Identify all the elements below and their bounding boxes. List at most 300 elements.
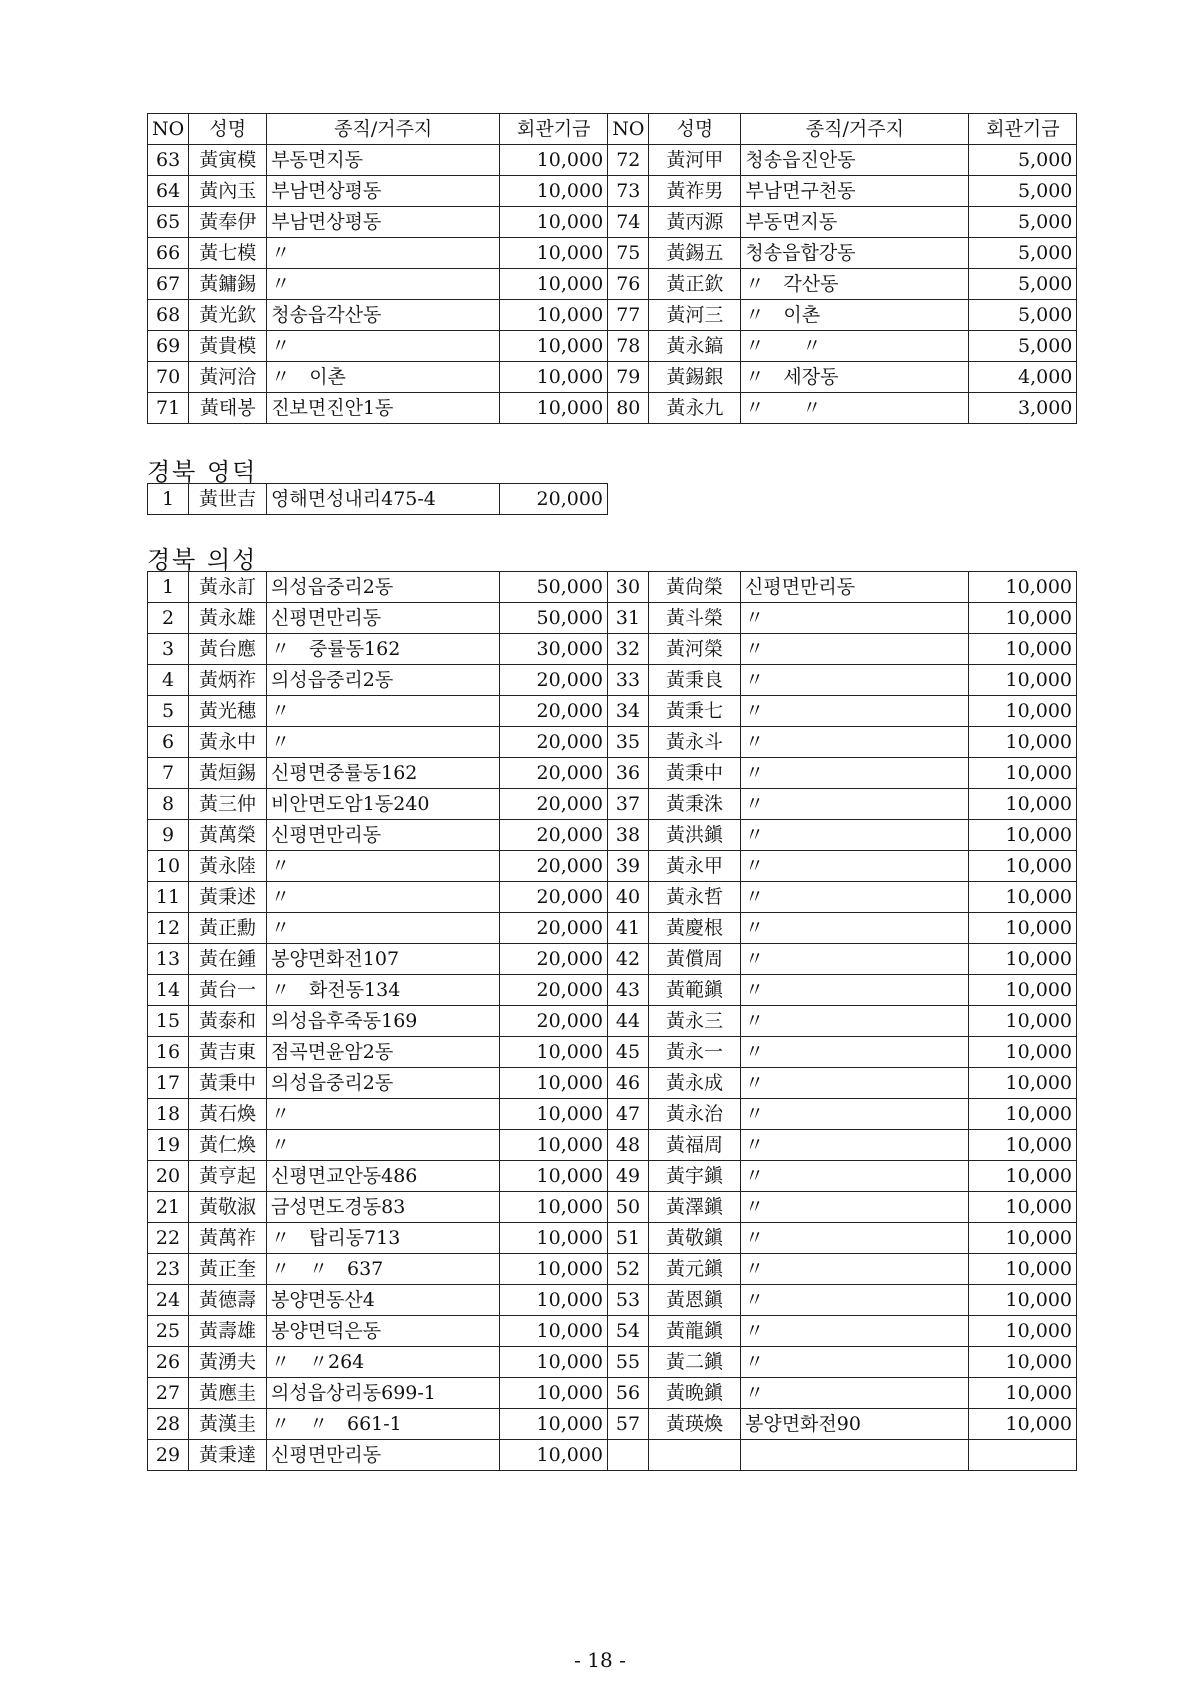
name-cell: 黃斗榮 <box>649 603 741 634</box>
no-cell: 23 <box>148 1254 189 1285</box>
address-cell: 의성읍중리2동 <box>267 665 500 696</box>
address-cell: 신평면만리동 <box>267 820 500 851</box>
name-cell: 黃萬榮 <box>189 820 267 851</box>
fund-cell: 10,000 <box>969 944 1077 975</box>
fund-cell: 10,000 <box>969 1037 1077 1068</box>
fund-cell: 20,000 <box>500 1006 608 1037</box>
fund-cell: 20,000 <box>500 727 608 758</box>
name-cell: 黃永三 <box>649 1006 741 1037</box>
no-cell: 8 <box>148 789 189 820</box>
fund-cell: 10,000 <box>500 1378 608 1409</box>
table-row <box>148 1223 1077 1254</box>
no-cell: 72 <box>608 145 649 176</box>
address-cell: 〃 <box>741 882 969 913</box>
address-cell: 〃 <box>741 1285 969 1316</box>
no-cell: 75 <box>608 238 649 269</box>
no-cell: 18 <box>148 1099 189 1130</box>
address-cell: 부남면상평동 <box>267 176 500 207</box>
name-cell: 黃湧夫 <box>189 1347 267 1378</box>
address-cell: 〃 <box>741 634 969 665</box>
no-cell: 51 <box>608 1223 649 1254</box>
table-row <box>148 603 1077 634</box>
no-cell: 35 <box>608 727 649 758</box>
fund-cell: 10,000 <box>969 1130 1077 1161</box>
name-cell: 黃泰和 <box>189 1006 267 1037</box>
address-cell: 〃 <box>741 975 969 1006</box>
name-cell: 黃宇鎭 <box>649 1161 741 1192</box>
fund-cell: 10,000 <box>500 1440 608 1471</box>
table-row <box>148 176 1077 207</box>
name-cell: 黃應圭 <box>189 1378 267 1409</box>
address-cell: 〃 이촌 <box>267 362 500 393</box>
address-cell: 〃 〃 <box>741 331 969 362</box>
address-cell: 의성읍중리2동 <box>267 572 500 603</box>
no-cell: 39 <box>608 851 649 882</box>
address-cell: 〃 <box>267 1130 500 1161</box>
no-cell: 69 <box>148 331 189 362</box>
fund-cell: 20,000 <box>500 758 608 789</box>
table-row <box>148 820 1077 851</box>
table-row <box>148 882 1077 913</box>
fund-cell: 10,000 <box>969 1161 1077 1192</box>
address-cell: 〃 이촌 <box>741 300 969 331</box>
no-cell: 22 <box>148 1223 189 1254</box>
fund-cell: 50,000 <box>500 603 608 634</box>
name-cell: 黃光穗 <box>189 696 267 727</box>
no-cell: 52 <box>608 1254 649 1285</box>
table-row <box>148 145 1077 176</box>
name-cell: 黃正奎 <box>189 1254 267 1285</box>
name-cell: 黃河洽 <box>189 362 267 393</box>
no-cell: 17 <box>148 1068 189 1099</box>
table-row <box>148 1130 1077 1161</box>
no-cell: 7 <box>148 758 189 789</box>
fund-cell: 20,000 <box>500 820 608 851</box>
name-cell: 黃奉伊 <box>189 207 267 238</box>
no-cell: 25 <box>148 1316 189 1347</box>
no-cell: 24 <box>148 1285 189 1316</box>
column-header: 회관기금 <box>500 114 608 145</box>
name-cell: 黃河三 <box>649 300 741 331</box>
address-cell: 점곡면윤암2동 <box>267 1037 500 1068</box>
column-header: NO <box>608 114 649 145</box>
no-cell: 27 <box>148 1378 189 1409</box>
table-row <box>148 1347 1077 1378</box>
address-cell: 〃 <box>741 665 969 696</box>
address-cell: 금성면도경동83 <box>267 1192 500 1223</box>
no-cell: 80 <box>608 393 649 424</box>
fund-cell: 10,000 <box>969 1254 1077 1285</box>
address-cell: 신평면만리동 <box>741 572 969 603</box>
address-cell: 〃 <box>741 1006 969 1037</box>
no-cell: 48 <box>608 1130 649 1161</box>
address-cell: 〃 <box>741 820 969 851</box>
table-row <box>148 696 1077 727</box>
donor-table-1 <box>147 113 1077 424</box>
fund-cell: 4,000 <box>969 362 1077 393</box>
table-row <box>148 1037 1077 1068</box>
no-cell: 37 <box>608 789 649 820</box>
name-cell: 黃永治 <box>649 1099 741 1130</box>
address-cell: 〃 <box>267 269 500 300</box>
column-header: 성명 <box>649 114 741 145</box>
name-cell: 黃秉中 <box>649 758 741 789</box>
name-cell: 黃福周 <box>649 1130 741 1161</box>
fund-cell: 20,000 <box>500 484 608 515</box>
fund-cell: 20,000 <box>500 882 608 913</box>
table-row <box>148 727 1077 758</box>
fund-cell: 50,000 <box>500 572 608 603</box>
column-header: NO <box>148 114 189 145</box>
name-cell: 黃在鍾 <box>189 944 267 975</box>
table-row <box>148 207 1077 238</box>
table-row <box>148 1409 1077 1440</box>
address-cell: 신평면중률동162 <box>267 758 500 789</box>
address-cell: 〃 각산동 <box>741 269 969 300</box>
section-title-yeongdeok: 경북 영덕 <box>147 458 258 486</box>
name-cell: 黃祚男 <box>649 176 741 207</box>
fund-cell: 5,000 <box>969 331 1077 362</box>
no-cell: 20 <box>148 1161 189 1192</box>
address-cell: 〃 <box>741 758 969 789</box>
no-cell <box>608 1440 649 1471</box>
fund-cell <box>969 1440 1077 1471</box>
address-cell: 봉양면동산4 <box>267 1285 500 1316</box>
name-cell: 黃龍鎭 <box>649 1316 741 1347</box>
no-cell: 12 <box>148 913 189 944</box>
table-row <box>148 1285 1077 1316</box>
fund-cell: 5,000 <box>969 269 1077 300</box>
no-cell: 64 <box>148 176 189 207</box>
name-cell: 黃台一 <box>189 975 267 1006</box>
table-row <box>148 975 1077 1006</box>
name-cell: 黃洪鎭 <box>649 820 741 851</box>
address-cell: 〃 <box>741 1223 969 1254</box>
no-cell: 65 <box>148 207 189 238</box>
no-cell: 32 <box>608 634 649 665</box>
name-cell: 黃秉中 <box>189 1068 267 1099</box>
no-cell: 66 <box>148 238 189 269</box>
table-row <box>148 393 1077 424</box>
name-cell: 黃永雄 <box>189 603 267 634</box>
fund-cell: 5,000 <box>969 145 1077 176</box>
fund-cell: 10,000 <box>969 1409 1077 1440</box>
fund-cell: 10,000 <box>969 1378 1077 1409</box>
address-cell: 신평면만리동 <box>267 603 500 634</box>
fund-cell: 5,000 <box>969 238 1077 269</box>
no-cell: 2 <box>148 603 189 634</box>
fund-cell: 10,000 <box>969 1099 1077 1130</box>
fund-cell: 10,000 <box>969 975 1077 1006</box>
name-cell: 黃丙源 <box>649 207 741 238</box>
table-row <box>148 1006 1077 1037</box>
name-cell: 黃七模 <box>189 238 267 269</box>
no-cell: 57 <box>608 1409 649 1440</box>
fund-cell: 5,000 <box>969 207 1077 238</box>
fund-cell: 10,000 <box>500 331 608 362</box>
no-cell: 31 <box>608 603 649 634</box>
table-row <box>148 300 1077 331</box>
table-row <box>148 789 1077 820</box>
no-cell: 46 <box>608 1068 649 1099</box>
no-cell: 16 <box>148 1037 189 1068</box>
address-cell: 〃 〃264 <box>267 1347 500 1378</box>
fund-cell: 10,000 <box>500 1223 608 1254</box>
table-row <box>148 1440 1077 1471</box>
no-cell: 4 <box>148 665 189 696</box>
no-cell: 36 <box>608 758 649 789</box>
fund-cell: 10,000 <box>969 851 1077 882</box>
fund-cell: 20,000 <box>500 944 608 975</box>
name-cell: 黃仁煥 <box>189 1130 267 1161</box>
no-cell: 54 <box>608 1316 649 1347</box>
name-cell: 黃貴模 <box>189 331 267 362</box>
name-cell: 黃河榮 <box>649 634 741 665</box>
name-cell: 黃萬祚 <box>189 1223 267 1254</box>
name-cell: 黃寅模 <box>189 145 267 176</box>
no-cell: 71 <box>148 393 189 424</box>
address-cell: 〃 <box>267 331 500 362</box>
address-cell: 〃 <box>741 1316 969 1347</box>
name-cell: 黃石煥 <box>189 1099 267 1130</box>
fund-cell: 10,000 <box>500 1192 608 1223</box>
name-cell: 黃炳祚 <box>189 665 267 696</box>
table-row <box>148 1316 1077 1347</box>
name-cell: 黃鏞錫 <box>189 269 267 300</box>
no-cell: 45 <box>608 1037 649 1068</box>
fund-cell: 10,000 <box>969 727 1077 758</box>
name-cell: 黃태봉 <box>189 393 267 424</box>
name-cell: 黃河甲 <box>649 145 741 176</box>
no-cell: 53 <box>608 1285 649 1316</box>
fund-cell: 10,000 <box>500 300 608 331</box>
name-cell: 黃永甲 <box>649 851 741 882</box>
address-cell: 〃 화전동134 <box>267 975 500 1006</box>
name-cell: 黃敬淑 <box>189 1192 267 1223</box>
address-cell: 〃 <box>267 727 500 758</box>
fund-cell: 5,000 <box>969 300 1077 331</box>
no-cell: 47 <box>608 1099 649 1130</box>
table-row <box>148 362 1077 393</box>
address-cell: 〃 <box>741 1192 969 1223</box>
address-cell: 부남면상평동 <box>267 207 500 238</box>
address-cell <box>741 1440 969 1471</box>
name-cell: 黃德壽 <box>189 1285 267 1316</box>
fund-cell: 10,000 <box>500 1099 608 1130</box>
fund-cell: 3,000 <box>969 393 1077 424</box>
column-header: 회관기금 <box>969 114 1077 145</box>
name-cell: 黃秉述 <box>189 882 267 913</box>
no-cell: 63 <box>148 145 189 176</box>
no-cell: 40 <box>608 882 649 913</box>
donor-table-3 <box>147 571 1077 1471</box>
address-cell: 〃 <box>741 1378 969 1409</box>
address-cell: 영해면성내리475-4 <box>267 484 500 515</box>
name-cell: 黃瑛煥 <box>649 1409 741 1440</box>
no-cell: 29 <box>148 1440 189 1471</box>
name-cell: 黃永一 <box>649 1037 741 1068</box>
no-cell: 78 <box>608 331 649 362</box>
fund-cell: 10,000 <box>969 634 1077 665</box>
name-cell: 黃永成 <box>649 1068 741 1099</box>
name-cell: 黃永陸 <box>189 851 267 882</box>
fund-cell: 10,000 <box>969 882 1077 913</box>
address-cell: 부남면구천동 <box>741 176 969 207</box>
table-row <box>148 238 1077 269</box>
fund-cell: 10,000 <box>969 1223 1077 1254</box>
fund-cell: 10,000 <box>500 238 608 269</box>
column-header: 종직/거주지 <box>267 114 500 145</box>
no-cell: 33 <box>608 665 649 696</box>
no-cell: 77 <box>608 300 649 331</box>
fund-cell: 10,000 <box>969 789 1077 820</box>
no-cell: 21 <box>148 1192 189 1223</box>
address-cell: 〃 <box>741 1347 969 1378</box>
no-cell: 11 <box>148 882 189 913</box>
fund-cell: 10,000 <box>500 1285 608 1316</box>
address-cell: 〃 중률동162 <box>267 634 500 665</box>
address-cell: 〃 <box>741 851 969 882</box>
name-cell: 黃吉東 <box>189 1037 267 1068</box>
fund-cell: 10,000 <box>500 362 608 393</box>
address-cell: 청송읍각산동 <box>267 300 500 331</box>
name-cell: 黃敬鎭 <box>649 1223 741 1254</box>
address-cell: 〃 <box>741 789 969 820</box>
fund-cell: 20,000 <box>500 913 608 944</box>
address-cell: 의성읍상리동699-1 <box>267 1378 500 1409</box>
address-cell: 〃 세장동 <box>741 362 969 393</box>
address-cell: 청송읍합강동 <box>741 238 969 269</box>
address-cell: 〃 <box>267 696 500 727</box>
column-header: 성명 <box>189 114 267 145</box>
table-row <box>148 665 1077 696</box>
no-cell: 56 <box>608 1378 649 1409</box>
table-row <box>148 1254 1077 1285</box>
name-cell: 黃三仲 <box>189 789 267 820</box>
address-cell: 〃 <box>741 1130 969 1161</box>
fund-cell: 10,000 <box>500 1037 608 1068</box>
address-cell: 〃 <box>267 1099 500 1130</box>
fund-cell: 10,000 <box>500 1068 608 1099</box>
name-cell: 黃永訂 <box>189 572 267 603</box>
address-cell: 〃 <box>741 1099 969 1130</box>
no-cell: 3 <box>148 634 189 665</box>
table-row <box>148 1099 1077 1130</box>
address-cell: 〃 〃 661-1 <box>267 1409 500 1440</box>
fund-cell: 20,000 <box>500 975 608 1006</box>
name-cell: 黃秉七 <box>649 696 741 727</box>
address-cell: 〃 〃 637 <box>267 1254 500 1285</box>
no-cell: 15 <box>148 1006 189 1037</box>
fund-cell: 10,000 <box>500 269 608 300</box>
name-cell: 黃恩鎭 <box>649 1285 741 1316</box>
page-number: - 18 - <box>574 1648 626 1672</box>
address-cell: 부동면지동 <box>741 207 969 238</box>
no-cell: 10 <box>148 851 189 882</box>
table-row <box>148 851 1077 882</box>
fund-cell: 10,000 <box>500 393 608 424</box>
no-cell: 38 <box>608 820 649 851</box>
fund-cell: 10,000 <box>500 1409 608 1440</box>
address-cell: 비안면도암1동240 <box>267 789 500 820</box>
fund-cell: 10,000 <box>500 145 608 176</box>
no-cell: 73 <box>608 176 649 207</box>
table-row <box>148 1161 1077 1192</box>
name-cell: 黃光欽 <box>189 300 267 331</box>
name-cell: 黃晩鎭 <box>649 1378 741 1409</box>
address-cell: 〃 <box>267 882 500 913</box>
no-cell: 43 <box>608 975 649 1006</box>
table-row <box>148 484 608 515</box>
no-cell: 44 <box>608 1006 649 1037</box>
address-cell: 〃 탑리동713 <box>267 1223 500 1254</box>
address-cell: 〃 <box>741 603 969 634</box>
table-row <box>148 1068 1077 1099</box>
address-cell: 부동면지동 <box>267 145 500 176</box>
address-cell: 신평면만리동 <box>267 1440 500 1471</box>
name-cell: 黃永哲 <box>649 882 741 913</box>
name-cell: 黃秉洙 <box>649 789 741 820</box>
no-cell: 19 <box>148 1130 189 1161</box>
table-row <box>148 269 1077 300</box>
no-cell: 9 <box>148 820 189 851</box>
fund-cell: 10,000 <box>500 176 608 207</box>
name-cell: 黃慶根 <box>649 913 741 944</box>
no-cell: 55 <box>608 1347 649 1378</box>
no-cell: 30 <box>608 572 649 603</box>
table-row <box>148 331 1077 362</box>
no-cell: 34 <box>608 696 649 727</box>
address-cell: 〃 <box>267 851 500 882</box>
table-row <box>148 634 1077 665</box>
no-cell: 70 <box>148 362 189 393</box>
no-cell: 13 <box>148 944 189 975</box>
address-cell: 봉양면덕은동 <box>267 1316 500 1347</box>
name-cell: 黃漢圭 <box>189 1409 267 1440</box>
no-cell: 50 <box>608 1192 649 1223</box>
name-cell: 黃內玉 <box>189 176 267 207</box>
name-cell: 黃永鎬 <box>649 331 741 362</box>
fund-cell: 10,000 <box>500 1254 608 1285</box>
name-cell: 黃世吉 <box>189 484 267 515</box>
name-cell: 黃元鎭 <box>649 1254 741 1285</box>
address-cell: 〃 <box>741 1254 969 1285</box>
name-cell: 黃秉良 <box>649 665 741 696</box>
fund-cell: 20,000 <box>500 789 608 820</box>
no-cell: 1 <box>148 484 189 515</box>
name-cell: 黃償周 <box>649 944 741 975</box>
no-cell: 67 <box>148 269 189 300</box>
fund-cell: 10,000 <box>969 1192 1077 1223</box>
address-cell: 봉양면화전107 <box>267 944 500 975</box>
table-row <box>148 758 1077 789</box>
fund-cell: 10,000 <box>969 603 1077 634</box>
fund-cell: 10,000 <box>969 758 1077 789</box>
address-cell: 〃 <box>741 944 969 975</box>
name-cell: 黃錫五 <box>649 238 741 269</box>
table-row <box>148 944 1077 975</box>
table-row <box>148 913 1077 944</box>
name-cell <box>649 1440 741 1471</box>
fund-cell: 10,000 <box>969 665 1077 696</box>
address-cell: 봉양면화전90 <box>741 1409 969 1440</box>
address-cell: 〃 <box>741 1068 969 1099</box>
fund-cell: 10,000 <box>500 1347 608 1378</box>
fund-cell: 10,000 <box>500 1316 608 1347</box>
fund-cell: 10,000 <box>500 1130 608 1161</box>
address-cell: 〃 <box>741 727 969 758</box>
address-cell: 의성읍후죽동169 <box>267 1006 500 1037</box>
